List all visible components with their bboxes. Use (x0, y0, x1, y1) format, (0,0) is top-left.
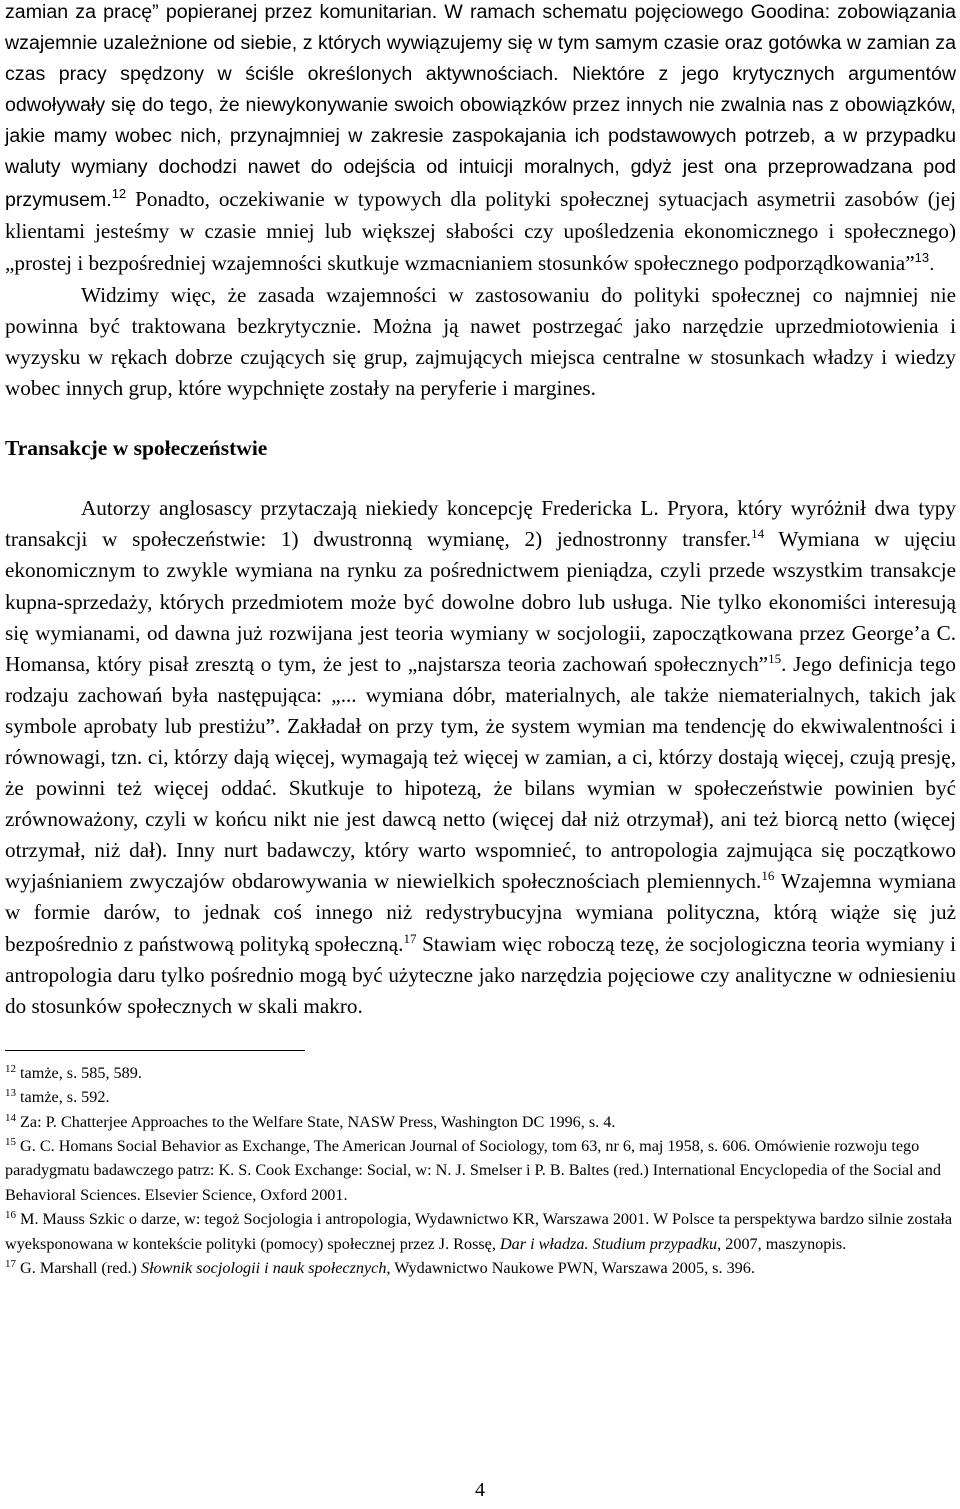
paragraph-text: Wzajemna wymiana w formie darów, to jednak coś innego niż redystrybucyjna wymiana polityczna, którą wiąże się już bezpośrednio z państwową polityką społeczną. (5, 869, 956, 956)
paragraph-text: Stawiam więc roboczą tezę, że socjologiczna teoria wymiany i antropologia daru tylko pośrednio mogą być użyteczne jako narzędzia pojęciowe czy analityczne w odniesieniu do stosunków społecznych w skali makro. (5, 931, 956, 1018)
document-page (5, 0, 956, 1280)
footnote-text: M. Mauss Szkic o darze, w: tegoż Socjologia i antropologia, Wydawnictwo KR, Warszawa 2001. W Polsce ta perspektywa bardzo silnie została wyeksponowana w kontekście polityki (pomocy) społecznej przez J. Rossę, (5, 1210, 953, 1253)
footnote-text: tamże, s. 585, 589. (16, 1063, 142, 1082)
footnote-17 (5, 1256, 956, 1280)
footnote-title: Słownik socjologii i nauk społecznych (140, 1259, 387, 1278)
footnote-ref[interactable]: 16 (761, 868, 775, 884)
paragraph-text: . (929, 252, 935, 275)
footnote-number: 14 (5, 1111, 16, 1124)
paragraph-text: Autorzy anglosascy przytaczają niekiedy koncepcję Fredericka L. Pryora, który wyróżnił dwa typy transakcji w społeczeństwie: 1) dwustronną wymianę, 2) jednostronny transfer. (5, 496, 956, 552)
paragraph-3 (5, 493, 956, 1022)
footnote-13 (5, 1085, 956, 1109)
paragraph-text: Ponadto, oczekiwanie w typowych dla polityki społecznej sytuacjach asymetrii zasobów (jej klientami jesteśmy w czasie mniej lub większej słabości czy upośledzenia ekonomicznego i społecznego) „prostej i bezpośredniej wzajemności skutkuje wzmacnianiem stosunków społecznego podporządkowania” (5, 186, 956, 275)
paragraph-text: zamian za pracę” popieranej przez komunitarian. W ramach schematu pojęciowego Goodina: zobowiązania wzajemnie uzależnione od siebie, z których wywiązujemy się w tym samym czasie oraz gotówka w zamian za czas pracy spędzony w ściśle określonych aktywnościach. Niektóre z jego krytycznych argumentów odwoływały się do tego, że niewykonywanie swoich obowiązków przez innych nie zwalnia nas z obowiązków, jakie mamy wobec nich, przynajmniej w zakresie zaspokajania ich podstawowych potrzeb, a w przypadku waluty wymiany dochodzi nawet do odejścia od intuicji moralnych, gdyż jest ona przeprowadzana pod przymusem. (5, 1, 956, 211)
footnote-12 (5, 1061, 956, 1085)
paragraph-text: Wymiana w ujęciu ekonomicznym to zwykle wymiana na rynku za pośrednictwem pieniądza, czyli przede wszystkim transakcje kupna-sprzedaży, których przedmiotem może być dowolne dobro lub usługa. Nie tylko ekonomiści interesują się wymianami, od dawna już rozwijana jest teoria wymiany w socjologii, zapoczątkowana przez George’a C. Homansa, który pisał zresztą o tym, że jest to „najstarsza teoria zachowań społecznych” (5, 527, 956, 676)
footnotes (5, 1061, 956, 1281)
section-heading: Transakcje w społeczeństwie (5, 436, 268, 461)
paragraph-text: . Jego definicja tego rodzaju zachowań była następująca: „... wymiana dóbr, materialnych, ale także niematerialnych, takich jak symbole aprobaty lub prestiżu”. Zakładał on przy tym, że system wymian ma tendencję do ekwiwalentności i równowagi, tzn. ci, którzy dają więcej, wymagają też więcej w zamian, a ci, którzy dostają więcej, czują presję, że powinni też więcej oddać. Skutkuje to hipotezą, że bilans wymian w społeczeństwie powinien być zrównoważony, czyli w końcu nikt nie jest dawcą netto (więcej dał niż otrzymał), ani też biorcą netto (więcej otrzymał, niż dał). Inny nurt badawczy, który warto wspomnieć, to antropologia zajmująca się początkowo wyjaśnianiem zwyczajów obdarowywania w niewielkich społecznościach plemiennych. (5, 651, 956, 894)
footnote-text: , 2007, maszynopis. (717, 1234, 847, 1253)
footnote-text: Za: P. Chatterjee Approaches to the Welfare State, NASW Press, Washington DC 1996, s. 4. (16, 1112, 616, 1131)
footnote-text: G. Marshall (red.) (16, 1259, 141, 1278)
footnote-number: 17 (5, 1258, 16, 1271)
footnote-16 (5, 1207, 956, 1256)
page-number: 4 (475, 1479, 485, 1501)
paragraph-2: Widzimy więc, że zasada wzajemności w zastosowaniu do polityki społecznej co najmniej nie powinna być traktowana bezkrytycznie. Można ją nawet postrzegać jako narzędzie uprzedmiotowienia i wyzysku w rękach dobrze czujących się grup, zajmujących miejsca centralne w stosunkach władzy i wiedzy wobec innych grup, które wypchnięte zostały na peryferie i margines. (5, 282, 956, 401)
footnote-title: Dar i władza. Studium przypadku (499, 1234, 718, 1253)
footnote-separator (5, 1050, 305, 1051)
footnote-text: tamże, s. 592. (16, 1088, 110, 1107)
paragraph-1 (5, 0, 956, 280)
footnote-number: 13 (5, 1087, 16, 1100)
footnote-text: , Wydawnictwo Naukowe PWN, Warszawa 2005, s. 396. (386, 1259, 755, 1278)
footnote-number: 12 (5, 1062, 16, 1075)
footnote-text: G. C. Homans Social Behavior as Exchange, The American Journal of Sociology, tom 63, nr 6, maj 1958, s. 606. Omówienie rozwoju tego paradygmatu badawczego patrz: K. S. Cook Exchange: Social, w: N. J. Smelser i P. B. Baltes (red.) International Encyclopedia of the Social and Behavioral Sciences. Elsevier Science, Oxford 2001. (5, 1137, 941, 1204)
footnote-number: 16 (5, 1209, 16, 1222)
footnote-ref[interactable]: 17 (403, 930, 417, 946)
footnote-ref[interactable]: 13 (914, 249, 930, 265)
footnote-number: 15 (5, 1136, 16, 1149)
footnote-ref[interactable]: 15 (768, 650, 782, 666)
footnote-14 (5, 1110, 956, 1134)
footnote-ref[interactable]: 14 (751, 526, 765, 542)
footnote-ref[interactable]: 12 (111, 185, 127, 201)
footnote-15 (5, 1134, 956, 1207)
